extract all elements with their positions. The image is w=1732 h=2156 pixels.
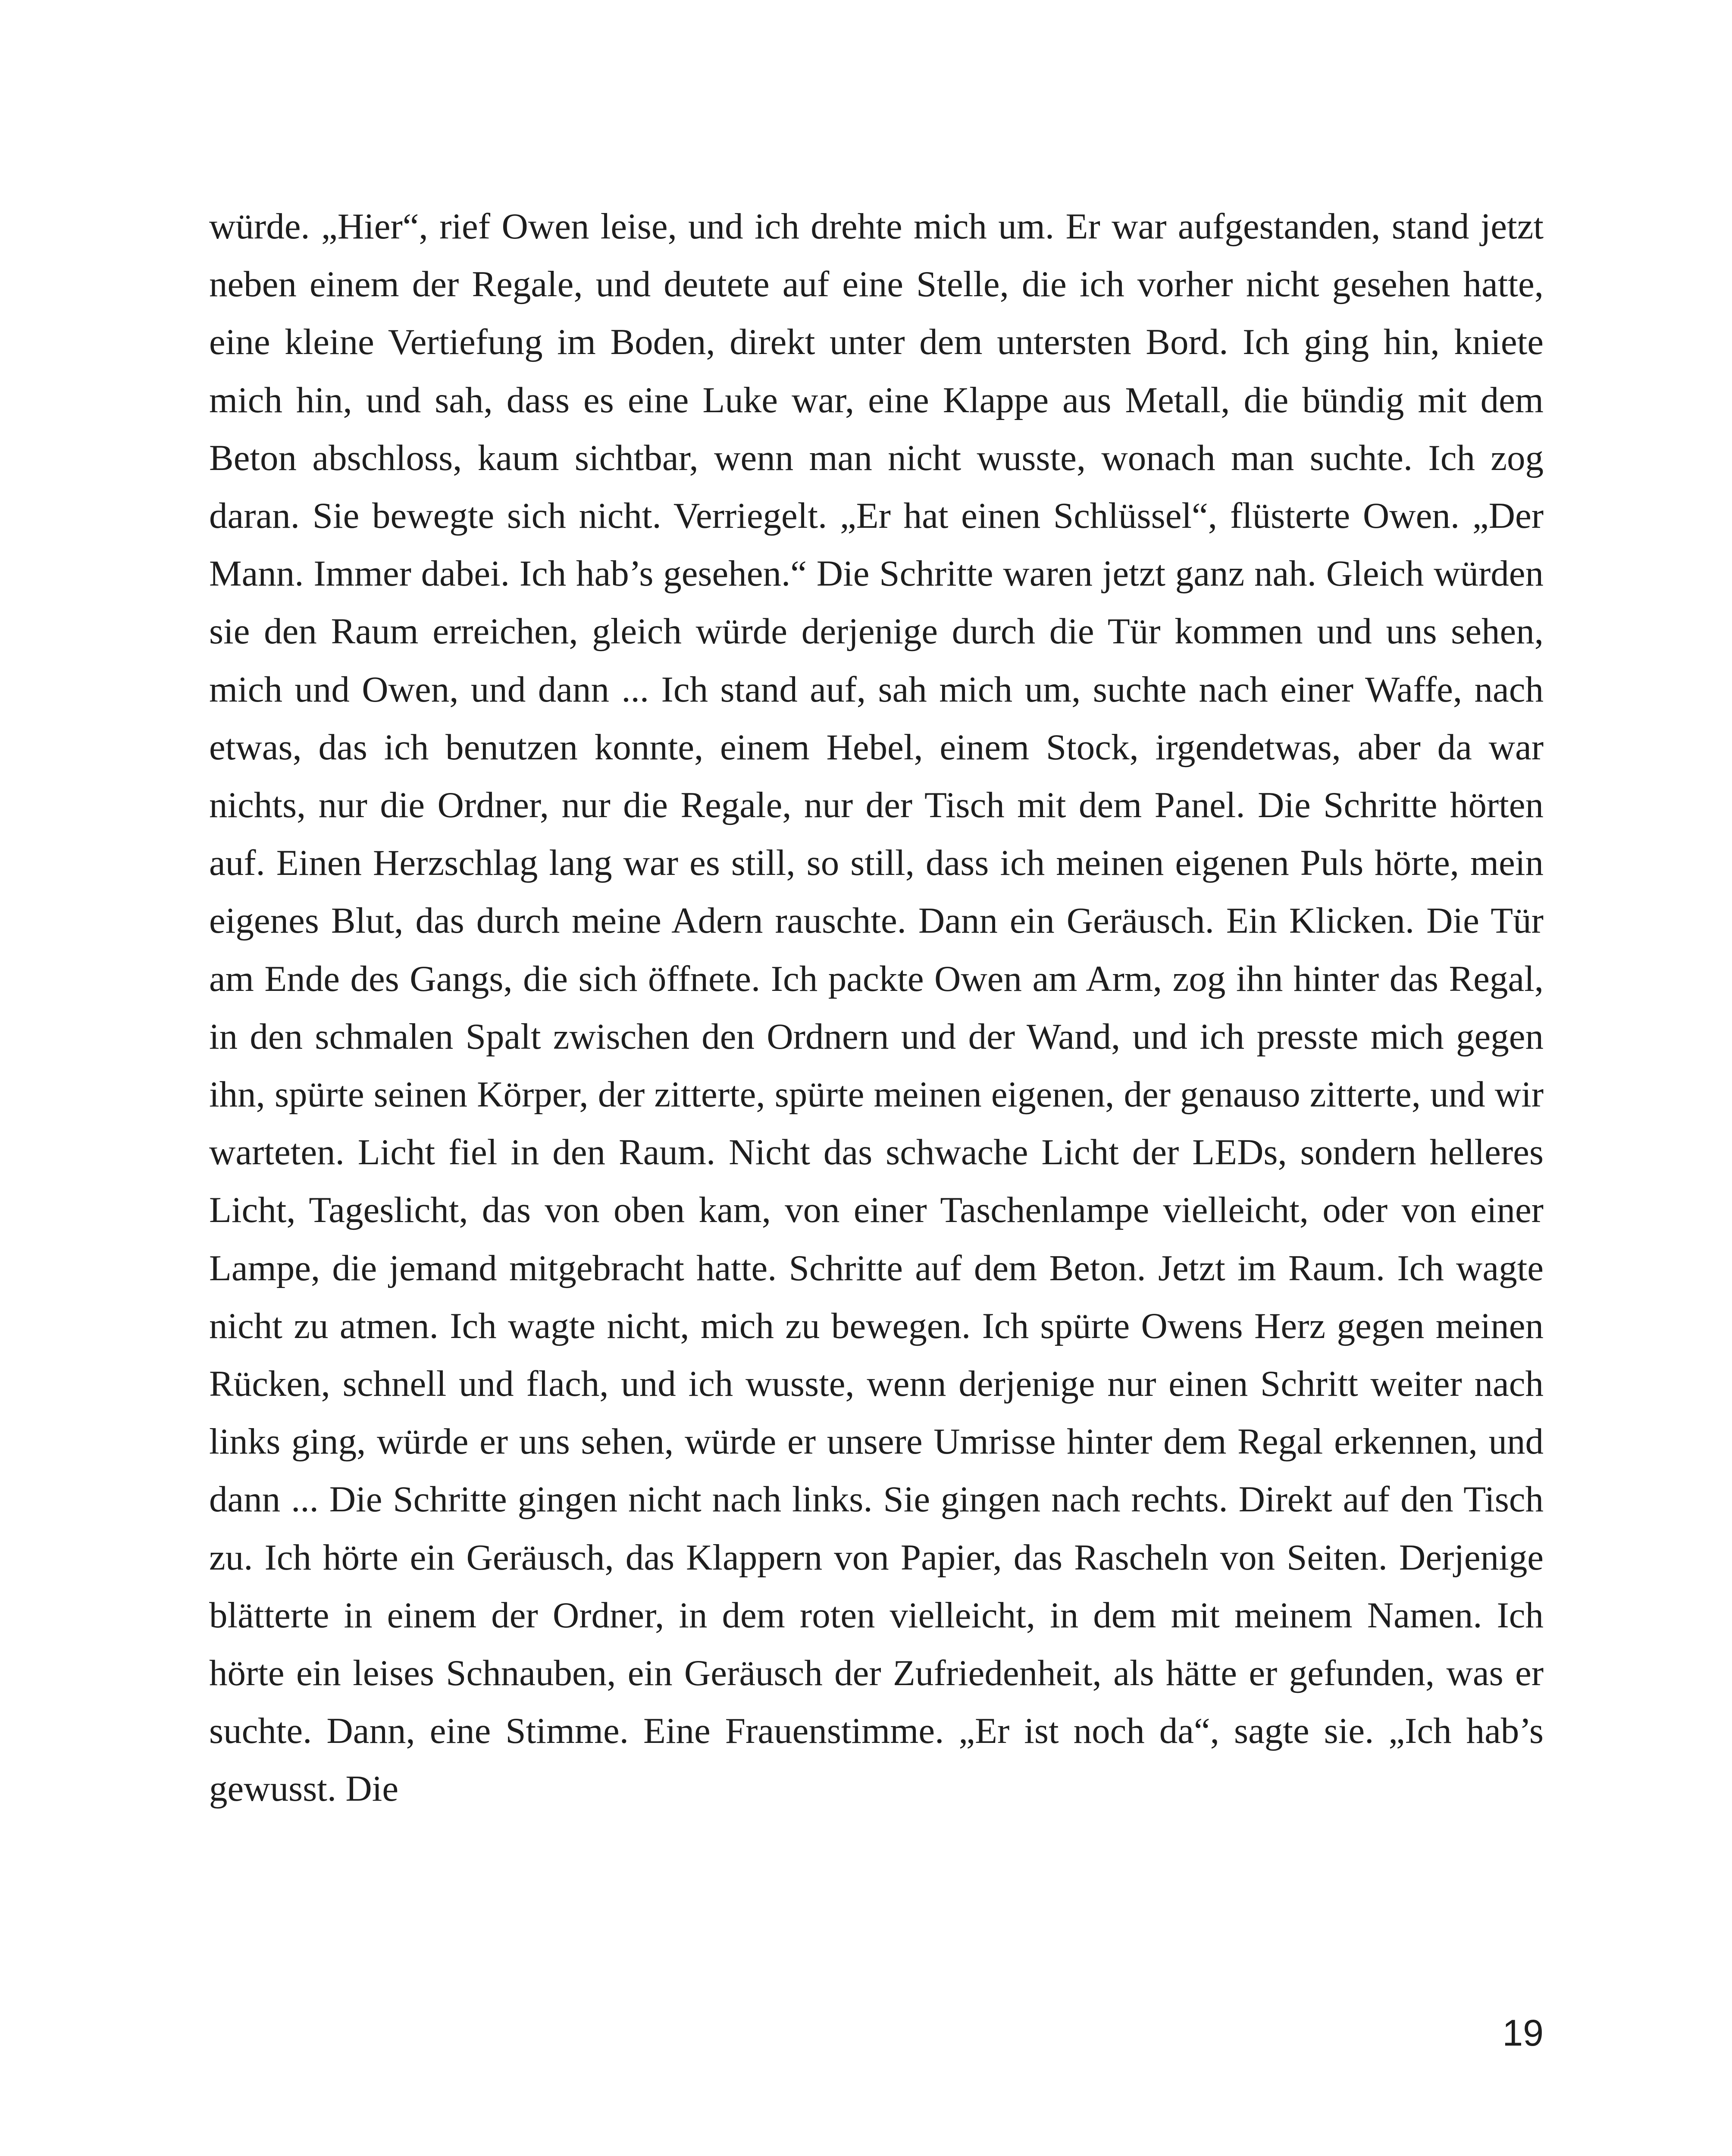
body-text-paragraph: würde. „Hier“, rief Owen leise, und ich drehte mich um. Er war aufgestanden, stand jetzt neben einem der Regale, und deutete auf eine Stelle, die ich vorher nicht gesehen hatte, eine kleine Vertiefung im Boden, direkt unter dem untersten Bord. Ich ging hin, kniete mich hin, und sah, dass es eine Luke war, eine Klappe aus Metall, die bündig mit dem Beton abschloss, kaum sichtbar, wenn man nicht wusste, wonach man suchte. Ich zog daran. Sie bewegte sich nicht. Verriegelt. „Er hat einen Schlüssel“, flüsterte Owen. „Der Mann. Immer dabei. Ich hab’s gesehen.“ Die Schritte waren jetzt ganz nah. Gleich würden sie den Raum erreichen, gleich würde derjenige durch die Tür kommen und uns sehen, mich und Owen, und dann ... Ich stand auf, sah mich um, suchte nach einer Waffe, nach etwas, das ich benutzen konnte, einem Hebel, einem Stock, irgendetwas, aber da war nichts, nur die Ordner, nur die Regale, nur der Tisch mit dem Panel. Die Schritte hörten auf. Einen Herzschlag lang war es still, so still, dass ich meinen eigenen Puls hörte, mein eigenes Blut, das durch meine Adern rauschte. Dann ein Geräusch. Ein Klicken. Die Tür am Ende des Gangs, die sich öffnete. Ich packte Owen am Arm, zog ihn hinter das Regal, in den schmalen Spalt zwischen den Ordnern und der Wand, und ich presste mich gegen ihn, spürte seinen Körper, der zitterte, spürte meinen eigenen, der genauso zitterte, und wir warteten. Licht fiel in den Raum. Nicht das schwache Licht der LEDs, sondern helleres Licht, Tageslicht, das von oben kam, von einer Taschenlampe vielleicht, oder von einer Lampe, die jemand mitgebracht hatte. Schritte auf dem Beton. Jetzt im Raum. Ich wagte nicht zu atmen. Ich wagte nicht, mich zu bewegen. Ich spürte Owens Herz gegen meinen Rücken, schnell und flach, und ich wusste, wenn derjenige nur einen Schritt weiter nach links ging, würde er uns sehen, würde er unsere Umrisse hinter dem Regal erkennen, und dann ... Die Schritte gingen nicht nach links. Sie gingen nach rechts. Direkt auf den Tisch zu. Ich hörte ein Geräusch, das Klappern von Papier, das Rascheln von Seiten. Derjenige blätterte in einem der Ordner, in dem roten vielleicht, in dem mit meinem Namen. Ich hörte ein leises Schnauben, ein Geräusch der Zufriedenheit, als hätte er gefunden, was er suchte. Dann, eine Stimme. Eine Frauenstimme. „Er ist noch da“, sagte sie. „Ich hab’s gewusst. Die bbox=[209, 206, 1544, 1809]
page-number: 19 bbox=[1502, 2012, 1544, 2054]
